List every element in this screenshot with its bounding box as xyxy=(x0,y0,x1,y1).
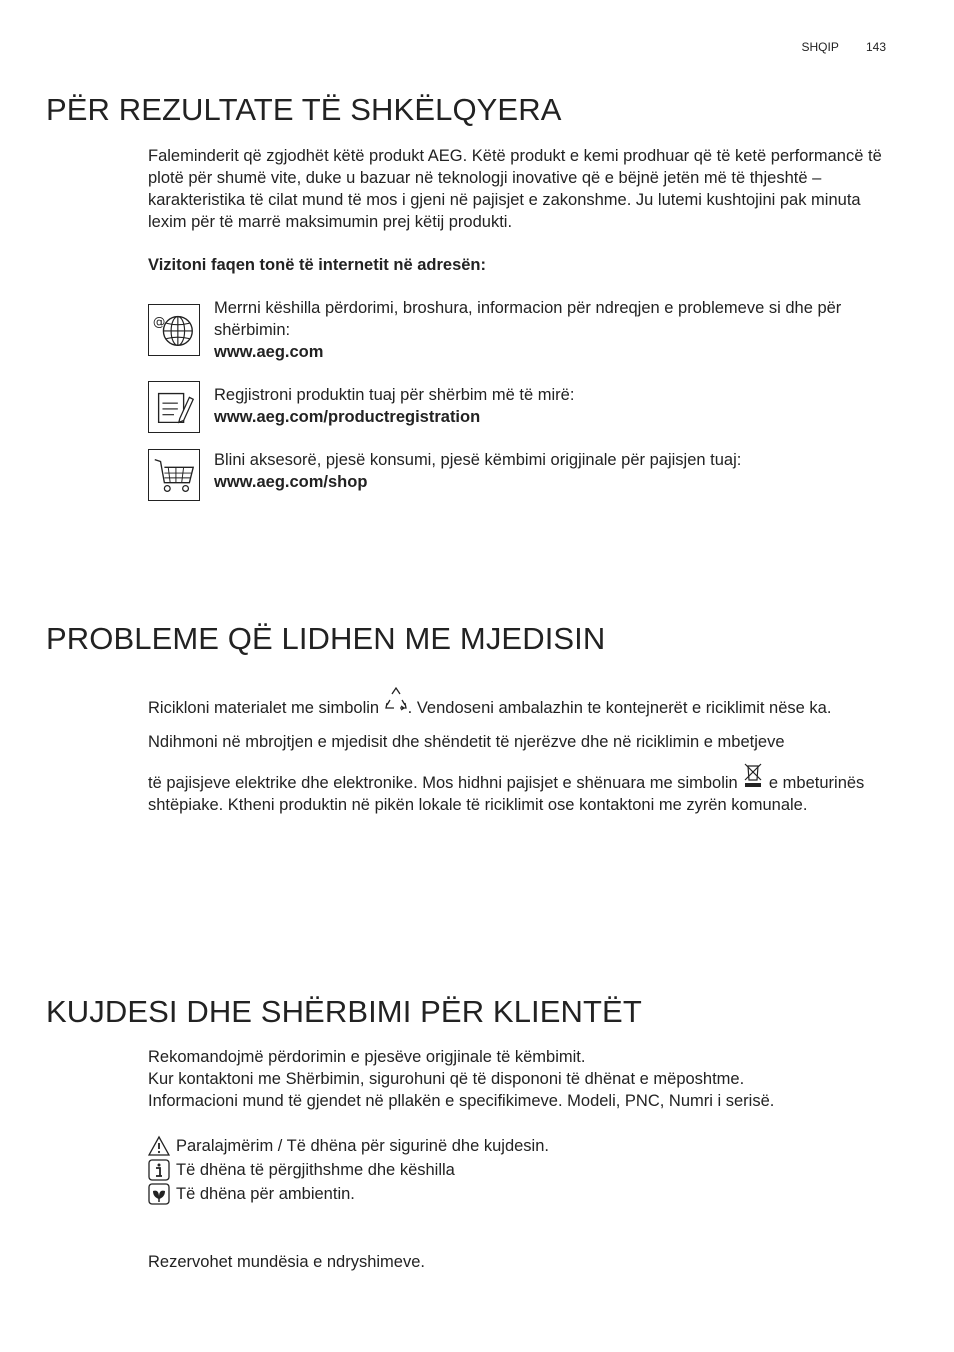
support-item xyxy=(214,297,894,363)
recycle-icon xyxy=(384,686,408,712)
shop-text: Blini aksesorë, pjesë konsumi, pjesë këmbimi origjinale për pajisjen tuaj: xyxy=(214,451,742,469)
intro-paragraph: Faleminderit që zgjodhët këtë produkt AEG. Këtë produkt e kemi prodhuar që të ketë performancë të plotë për shumë vite, duke u bazuar në teknologji inovative që e bëjnë jetën më të thjeshtë – karakteristika të cilat mund të mos i gjeni në pajisjet e zakonshme. Ju lutemi kushtojini pak minuta lexim për të marrë maksimumin prej këtij produkti. xyxy=(148,147,882,231)
language-label: SHQIP xyxy=(801,40,839,54)
registration-link[interactable]: www.aeg.com/productregistration xyxy=(214,408,481,426)
section-title-environment: PROBLEME QË LIDHEN ME MJEDISIN xyxy=(46,621,606,656)
care-line-1: Rekomandojmë përdorimin e pjesëve origjinale të këmbimit. xyxy=(148,1048,586,1066)
weee-paragraph xyxy=(148,762,888,816)
visit-heading: Vizitoni faqen tonë të internetit në adresën: xyxy=(148,256,486,274)
warning-icon xyxy=(148,1135,170,1157)
recycle-paragraph xyxy=(148,686,888,719)
help-line: Ndihmoni në mbrojtjen e mjedisit dhe shëndetit të njerëzve dhe në riciklimin e mbetjeve xyxy=(148,733,785,751)
shop-item xyxy=(214,449,894,493)
legend-environment-text: Të dhëna për ambientin. xyxy=(176,1185,355,1203)
svg-text:@: @ xyxy=(152,314,166,330)
environment-icon xyxy=(148,1183,170,1205)
recycle-text-after: . Vendoseni ambalazhin te kontejnerët e riciklimit nëse ka. xyxy=(407,699,832,717)
weee-text-after: e mbeturinës shtëpiake. Ktheni produktin në pikën lokale të riciklimit ose kontaktoni me zyrën komunale. xyxy=(148,774,865,814)
footer-note: Rezervohet mundësia e ndryshimeve. xyxy=(148,1253,425,1271)
care-line-2: Kur kontaktoni me Shërbimin, sigurohuni që të dispononi të dhënat e mëposhtme. xyxy=(148,1070,745,1088)
legend-row-warning xyxy=(148,1134,549,1158)
legend-info-text: Të dhëna të përgjithshme dhe këshilla xyxy=(176,1161,455,1179)
shopping-cart-icon xyxy=(148,449,200,501)
info-icon xyxy=(148,1159,170,1181)
legend-warning-text: Paralajmërim / Të dhëna për sigurinë dhe kujdesin. xyxy=(176,1137,549,1155)
legend-row-info xyxy=(148,1158,549,1182)
care-line-3: Informacioni mund të gjendet në pllakën e specifikimeve. Modeli, PNC, Numri i serisë. xyxy=(148,1092,775,1110)
page-header xyxy=(778,40,887,54)
care-paragraph xyxy=(148,1046,888,1112)
recycle-text-before: Ricikloni materialet me simbolin xyxy=(148,699,380,717)
support-link[interactable]: www.aeg.com xyxy=(214,343,324,361)
crossed-bin-icon xyxy=(742,762,764,788)
page-number: 143 xyxy=(865,40,886,54)
registration-text: Regjistroni produktin tuaj për shërbim më të mirë: xyxy=(214,386,575,404)
support-text: Merrni këshilla përdorimi, broshura, informacion për ndreqjen e problemeve si dhe për shërbimin: xyxy=(214,299,842,339)
shop-link[interactable]: www.aeg.com/shop xyxy=(214,473,368,491)
weee-text-before: të pajisjeve elektrike dhe elektronike. Mos hidhni pajisjet e shënuara me simbolin xyxy=(148,774,738,792)
registration-icon xyxy=(148,381,200,433)
section-title-results: PËR REZULTATE TË SHKËLQYERA xyxy=(46,92,562,127)
section-title-customer-care: KUJDESI DHE SHËRBIMI PËR KLIENTËT xyxy=(46,994,642,1029)
symbol-legend xyxy=(148,1134,549,1206)
legend-row-environment xyxy=(148,1182,549,1206)
registration-item xyxy=(214,384,894,428)
web-globe-icon xyxy=(148,304,200,356)
